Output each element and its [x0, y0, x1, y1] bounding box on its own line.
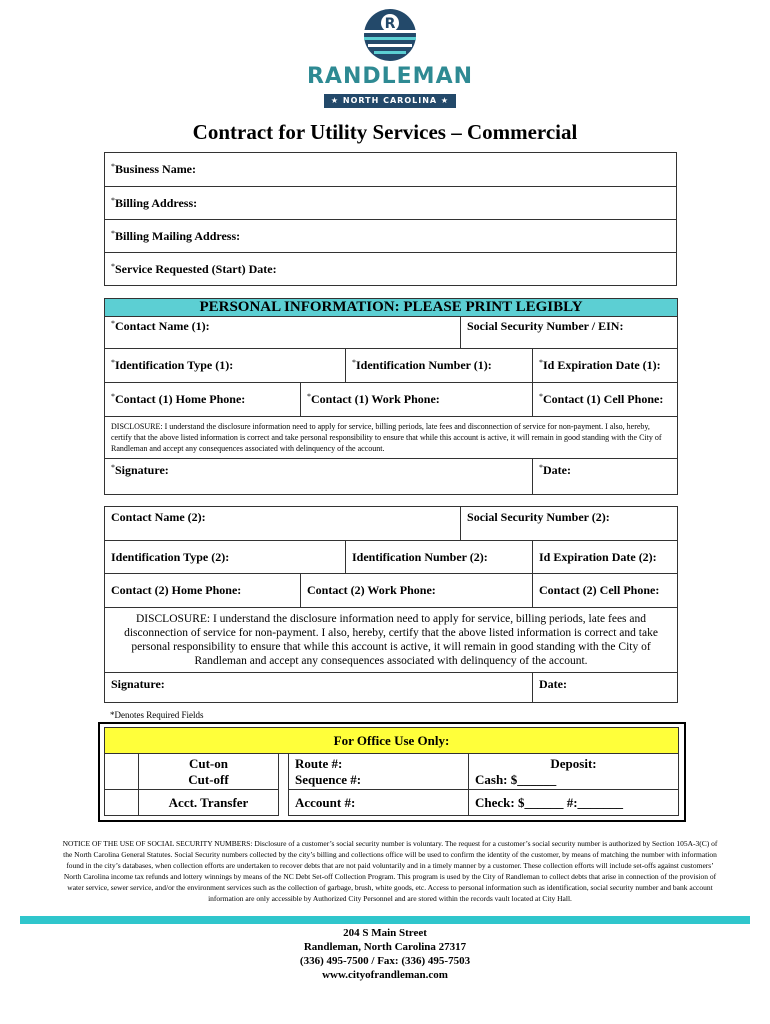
office-route-label: Route #: [295, 755, 343, 771]
contact-1-home-phone-field[interactable] [105, 383, 301, 417]
logo-emblem-icon [300, 6, 480, 66]
business-name-label: * Business Name: [111, 162, 196, 176]
office-cut-off-label: Cut-off [188, 771, 229, 787]
contact-2-work-phone-field[interactable] [301, 574, 533, 608]
office-account-label: Account #: [289, 790, 469, 816]
contact-2-id-expiration-field[interactable] [533, 541, 678, 574]
contact-2-signature-field[interactable] [105, 673, 533, 703]
office-check-label: Check: $______ #:_______ [469, 790, 679, 816]
contact-2-table [104, 506, 678, 703]
contact-1-id-number-label: * Identification Number (1): [352, 358, 492, 372]
contact-2-cell-phone-field[interactable] [533, 574, 678, 608]
contact-1-cell-phone-label: * Contact (1) Cell Phone: [539, 392, 663, 406]
contact-1-id-type-label: * Identification Type (1): [111, 358, 233, 372]
billing-mailing-address-field[interactable] [105, 220, 677, 253]
billing-mailing-address-label: * Billing Mailing Address: [111, 229, 240, 243]
contact-1-name-label: * Contact Name (1): [111, 319, 210, 333]
contact-2-date-label: Date: [539, 677, 567, 691]
required-fields-note: *Denotes Required Fields [110, 710, 204, 720]
contact-1-date-field[interactable] [533, 459, 678, 495]
office-spacer-2 [279, 790, 289, 816]
footer-city: Randleman, North Carolina 27317 [303, 941, 467, 953]
office-deposit-cash [469, 754, 679, 790]
office-acct-transfer-label: Acct. Transfer [139, 790, 279, 816]
contact-2-id-number-field[interactable] [346, 541, 533, 574]
contact-2-signature-label: Signature: [111, 677, 165, 691]
office-cut-on-off [139, 754, 279, 790]
contact-1-id-number-field[interactable] [346, 349, 533, 383]
footer-website[interactable]: www.cityofrandleman.com [322, 969, 448, 981]
service-date-field[interactable] [105, 253, 677, 286]
contact-1-table [104, 298, 678, 495]
contact-1-work-phone-field[interactable] [301, 383, 533, 417]
office-sequence-label: Sequence #: [295, 771, 362, 787]
contact-2-id-number-label: Identification Number (2): [352, 549, 488, 564]
svg-text:R: R [384, 16, 396, 32]
contact-1-id-type-field[interactable] [105, 349, 346, 383]
contact-1-id-expiration-field[interactable] [533, 349, 678, 383]
contact-2-ssn-label: Social Security Number (2): [467, 510, 610, 524]
contact-2-id-type-label: Identification Type (2): [111, 549, 230, 564]
office-deposit-label: Deposit: [550, 755, 597, 771]
contact-2-disclosure: DISCLOSURE: I understand the disclosure information need to apply for service, billing periods, late fees and disconnection of service for non-payment. I also, hereby, certify that the above listed information is correct and take personal responsibility to ensure that while this account is active, it will remain in good standing with the City of Randleman and accept any consequences associated with delinquency of the account. [105, 608, 678, 673]
contact-2-name-field[interactable] [105, 507, 461, 541]
office-cut-checkbox[interactable] [105, 754, 139, 790]
ssn-notice: NOTICE OF THE USE OF SOCIAL SECURITY NUMBERS: Disclosure of a customer’s social security number is voluntary. The request for a customer’s social security number is authorized by Section 105A-3(C) of the North Carolina General Statutes. Social Security numbers collected by the city’s billing and collections office will be used to confirm the identity of the customer, by means of matching the number with information found in the city’s databases, when collection efforts are undertaken to recover debts that are not paid voluntarily and in a timely manner by a customer. These collection efforts will include set-offs against customers’ North Carolina income tax refunds and lottery winnings by means of the NC Debt Set-off Collection Program. This program is used by the City of Randleman to collect debts that arise in connection of the provision of water service, sewer service, and/or the environment services such as the collection of garbage, brush, white goods, etc. Access to personal information such as identification, social security number and bank account information are only accessible by Authorized City Personnel and are stored within the records vault located at City Hall. [62, 839, 718, 903]
office-transfer-checkbox[interactable] [105, 790, 139, 816]
billing-address-label: * Billing Address: [111, 196, 197, 210]
contact-2-home-phone-field[interactable] [105, 574, 301, 608]
contact-1-ssn-field[interactable] [461, 317, 678, 349]
contact-2-name-label: Contact Name (2): [111, 510, 206, 524]
contact-2-work-phone-label: Contact (2) Work Phone: [307, 583, 436, 597]
contact-2-home-phone-label: Contact (2) Home Phone: [111, 583, 242, 597]
contact-2-cell-phone-label: Contact (2) Cell Phone: [539, 583, 660, 597]
contact-2-ssn-field[interactable] [461, 507, 678, 541]
logo-city-name: RANDLEMAN [306, 64, 474, 89]
footer-divider [20, 916, 750, 924]
randleman-logo [300, 6, 480, 110]
contact-1-home-phone-label: * Contact (1) Home Phone: [111, 392, 245, 406]
billing-address-field[interactable] [105, 187, 677, 220]
contact-1-signature-label: * Signature: [111, 463, 169, 477]
business-name-field[interactable] [105, 153, 677, 187]
contact-1-ssn-label: Social Security Number / EIN: [467, 319, 624, 333]
contact-2-date-field[interactable] [533, 673, 678, 703]
office-spacer [279, 754, 289, 790]
page-title: Contract for Utility Services – Commercial [192, 120, 578, 144]
footer-street: 204 S Main Street [343, 927, 427, 939]
contact-1-name-field[interactable] [105, 317, 461, 349]
office-use-table [104, 727, 679, 816]
contact-1-cell-phone-field[interactable] [533, 383, 678, 417]
contact-1-id-expiration-label: * Id Expiration Date (1): [539, 358, 661, 372]
office-cut-on-label: Cut-on [188, 755, 228, 771]
contact-1-signature-field[interactable] [105, 459, 533, 495]
business-info-table [104, 152, 677, 286]
personal-info-header: PERSONAL INFORMATION: PLEASE PRINT LEGIBLY [105, 299, 678, 317]
footer-phone: (336) 495-7500 / Fax: (336) 495-7503 [299, 955, 471, 967]
contact-1-disclosure: DISCLOSURE: I understand the disclosure information need to apply for service, billing periods, late fees and disconnection of service for non-payment. I also, hereby, certify that the above listed information is correct and take personal responsibility to ensure that while this account is active, it will remain in good standing with the City of Randleman and accept any consequences associated with delinquency of the account. [105, 417, 678, 459]
office-use-header: For Office Use Only: [105, 728, 679, 754]
office-cash-label: Cash: $______ [475, 771, 557, 787]
office-route-sequence [289, 754, 469, 790]
contact-1-work-phone-label: * Contact (1) Work Phone: [307, 392, 440, 406]
contact-2-id-expiration-label: Id Expiration Date (2): [539, 549, 657, 564]
footer-address [0, 926, 770, 982]
contact-1-date-label: * Date: [539, 463, 571, 477]
contact-2-id-type-field[interactable] [105, 541, 346, 574]
service-date-label: * Service Requested (Start) Date: [111, 262, 277, 276]
logo-state-banner: ★ NORTH CAROLINA ★ [324, 94, 456, 108]
